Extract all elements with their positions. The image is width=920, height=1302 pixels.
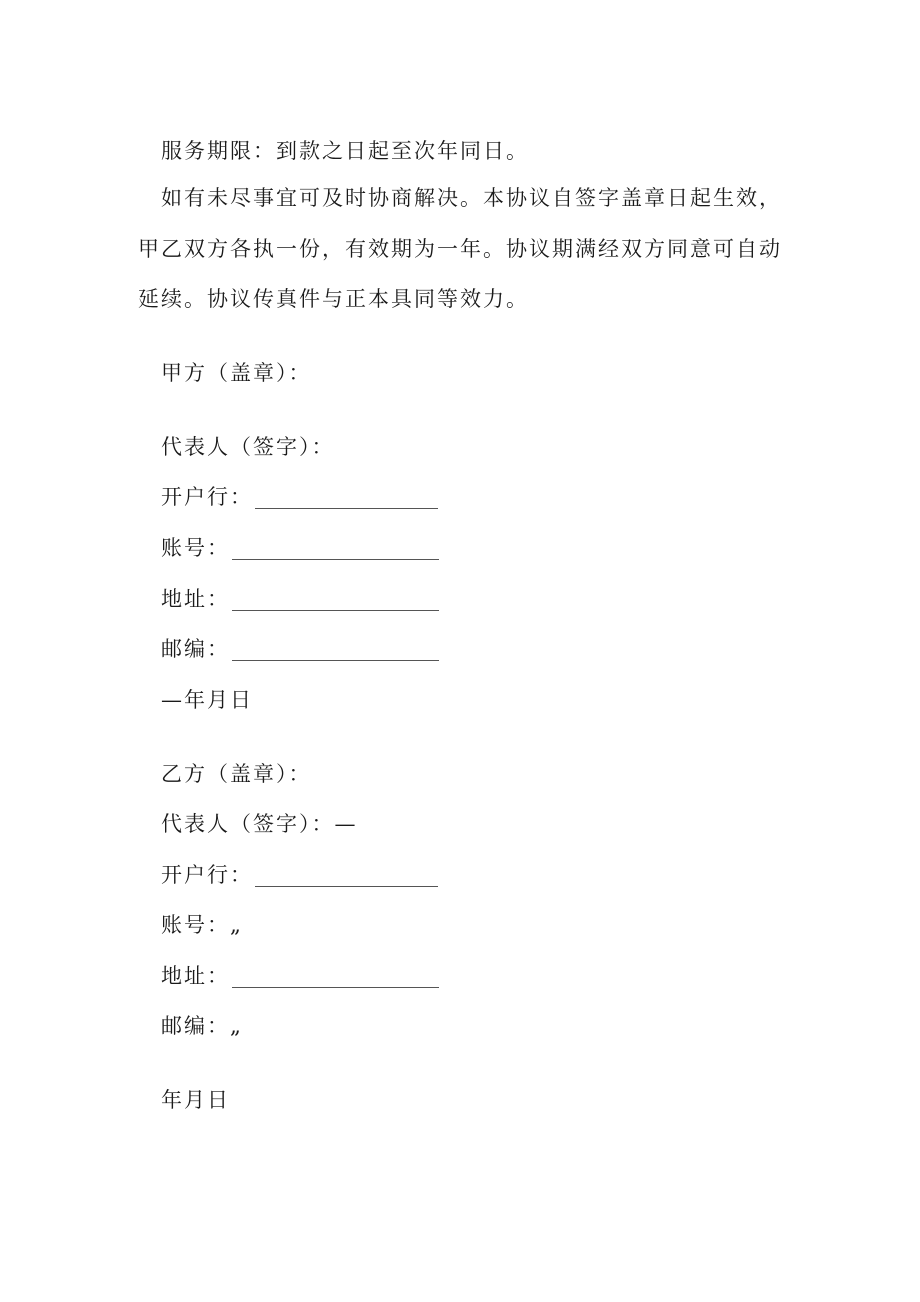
party-a-address-blank-line xyxy=(232,590,439,611)
party-a-bank-field xyxy=(161,483,438,511)
service-period-text: 服务期限：到款之日起至次年同日。 xyxy=(161,139,529,163)
clause-text-line-2: 甲乙双方各执一份，有效期为一年。协议期满经双方同意可自动 xyxy=(138,237,782,261)
party-a-address-field xyxy=(161,585,439,613)
party-a-account-label: 账号： xyxy=(161,536,230,560)
party-b-representative-label: 代表人（签字）：— xyxy=(161,812,358,836)
party-b-bank-field xyxy=(161,861,438,889)
party-b-address-label: 地址： xyxy=(161,964,230,988)
party-a-bank-label: 开户行： xyxy=(161,485,253,509)
party-a-bank-blank-line xyxy=(255,488,438,509)
party-b-bank-blank-line xyxy=(255,866,438,887)
party-a-account-blank-line xyxy=(232,539,439,560)
party-b-date-label: 年月日 xyxy=(161,1088,230,1112)
party-a-postcode-blank-line xyxy=(232,640,439,661)
party-a-date-label: —年月日 xyxy=(161,688,253,712)
party-b-seal-label: 乙方（盖章）： xyxy=(161,762,312,786)
clause-text-line-1: 如有未尽事宜可及时协商解决。本协议自签字盖章日起生效， xyxy=(161,186,782,210)
party-a-seal-label: 甲方（盖章）： xyxy=(161,361,312,385)
clause-text-line-3: 延续。协议传真件与正本具同等效力。 xyxy=(138,287,529,311)
party-b-address-blank-line xyxy=(232,967,439,988)
party-b-postcode-label: 邮编：„ xyxy=(161,1014,243,1038)
party-a-account-field xyxy=(161,534,439,562)
party-a-representative-label: 代表人（签字）： xyxy=(161,435,335,459)
party-b-account-label: 账号：„ xyxy=(161,913,243,937)
party-a-postcode-field xyxy=(161,635,439,663)
party-b-address-field xyxy=(161,962,439,990)
party-b-bank-label: 开户行： xyxy=(161,863,253,887)
party-a-address-label: 地址： xyxy=(161,587,230,611)
party-a-postcode-label: 邮编： xyxy=(161,637,230,661)
